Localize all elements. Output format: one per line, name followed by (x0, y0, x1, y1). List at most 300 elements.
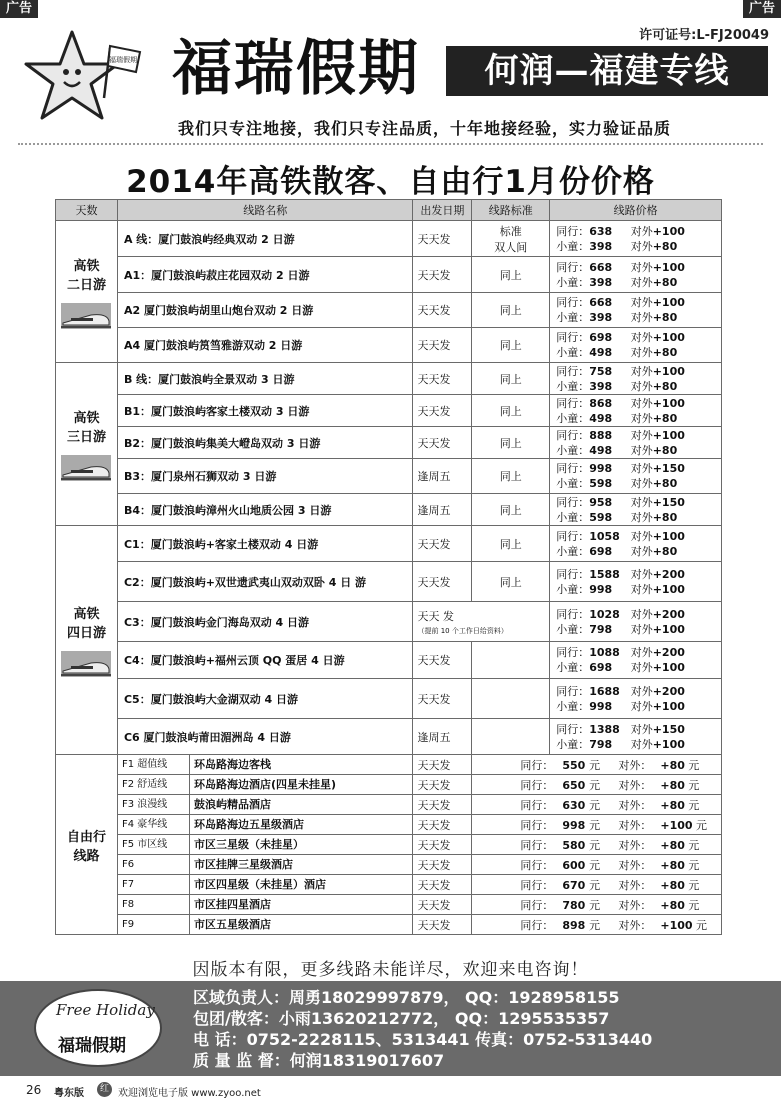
free-hotel: 鼓浪屿精品酒店 (193, 798, 271, 811)
route-price (550, 642, 722, 679)
route-price (550, 526, 722, 562)
free-ext-label: 对外： (618, 838, 652, 852)
edition-badge: 红 (97, 1082, 112, 1097)
peer-price-line (556, 495, 721, 510)
peer-ext-price: +100 (652, 364, 685, 378)
route-standard: 同上 (472, 328, 550, 363)
route-standard: 同上 (472, 293, 550, 328)
contact-line: 质 量 监 督：何润18319017607 (193, 1051, 445, 1070)
child-ext-price: +80 (652, 544, 678, 558)
free-peer-price (562, 897, 618, 913)
free-departure: 天天发 (413, 755, 472, 775)
page-bar (0, 1082, 781, 1100)
route-name: C3：厦门鼓浪屿金门海岛双动 4 日游 (117, 602, 413, 642)
table-row (56, 895, 722, 915)
ext-label: 对外 (630, 379, 653, 393)
child-price-line (556, 411, 721, 426)
route-standard: 同上 (472, 526, 550, 562)
free-peer-label: 同行： (520, 918, 554, 932)
free-unit: 元 (589, 798, 601, 812)
route-price (550, 459, 722, 494)
ext-label: 对外 (630, 495, 653, 509)
edition-label: 粤东版 (54, 1088, 84, 1099)
route-name: C5：厦门鼓浪屿大金湖双动 4 日游 (117, 679, 413, 719)
child-price: 598 (589, 477, 613, 490)
child-label: 小童： (556, 275, 590, 289)
peer-price-line (556, 428, 721, 443)
free-ext-price: +80 (660, 778, 685, 792)
peer-ext-price: +200 (652, 684, 685, 698)
route-name: A4 厦门鼓浪屿筼筜雅游双动 2 日游 (117, 328, 413, 363)
child-price-line (556, 476, 721, 491)
route-name: C4：厦门鼓浪屿+福州云顶 QQ 蛋居 4 日游 (117, 642, 413, 679)
route-standard: 同上 (472, 395, 550, 427)
route-name: A 线：厦门鼓浪屿经典双动 2 日游 (117, 221, 413, 257)
peer-ext-price: +100 (652, 260, 685, 274)
child-price: 398 (589, 275, 613, 289)
peer-ext-price: +200 (652, 567, 685, 581)
route-price (550, 257, 722, 293)
child-label: 小童： (556, 661, 590, 674)
peer-price: 998 (589, 462, 613, 475)
table-row (56, 257, 722, 293)
child-price-line (556, 737, 721, 752)
child-ext-price: +100 (652, 737, 685, 751)
child-label: 小童： (556, 544, 590, 558)
peer-label: 同行： (556, 462, 590, 475)
table-row (56, 328, 722, 363)
ext-label: 对外 (630, 311, 653, 324)
free-peer-price (562, 877, 618, 893)
table-row (56, 755, 722, 775)
child-price: 498 (589, 443, 613, 457)
departure-text: 天天发 (417, 575, 451, 589)
child-price: 998 (589, 699, 613, 713)
day-group-text: 高铁 四日游 (66, 607, 106, 641)
departure-text: 逢周五 (417, 470, 451, 483)
route-name: B4：厦门鼓浪屿漳州火山地质公园 3 日游 (117, 494, 413, 526)
child-label: 小童： (556, 737, 590, 751)
peer-ext-price: +100 (652, 529, 685, 543)
child-label: 小童： (556, 582, 590, 596)
free-departure: 天天发 (413, 835, 472, 855)
child-label: 小童： (556, 699, 590, 713)
route-name: B 线：厦门鼓浪屿全景双动 3 日游 (117, 363, 413, 395)
train-icon (61, 303, 111, 329)
child-price-line (556, 510, 721, 525)
departure (413, 459, 472, 494)
peer-label: 同行： (556, 529, 590, 543)
header-standard: 线路标准 (472, 200, 550, 221)
free-ext-price: +100 (660, 818, 693, 832)
table-row (56, 459, 722, 494)
route-standard: 同上 (472, 427, 550, 459)
ext-label: 对外 (630, 699, 653, 713)
day-group-text: 高铁 三日游 (66, 411, 106, 445)
route-price (550, 328, 722, 363)
contact-line: 包团/散客：小雨13620212772， QQ：1295535357 (193, 1009, 610, 1028)
free-hotel: 环岛路海边客栈 (193, 758, 271, 771)
route-price (550, 679, 722, 719)
free-price-value: 550 (562, 758, 586, 772)
child-ext-price: +80 (652, 346, 678, 359)
free-unit: 元 (589, 778, 601, 792)
free-unit: 元 (688, 758, 700, 772)
table-row (56, 602, 722, 642)
free-unit: 元 (688, 858, 700, 872)
departure (413, 257, 472, 293)
peer-ext-price: +150 (652, 722, 685, 736)
free-code: F4 豪华线 (118, 815, 190, 834)
child-label: 小童： (556, 239, 590, 253)
child-price-line (556, 582, 721, 597)
ext-label: 对外 (630, 275, 653, 289)
table-row (56, 719, 722, 755)
peer-label: 同行： (556, 684, 590, 698)
peer-price: 1688 (589, 684, 620, 698)
table-row (56, 427, 722, 459)
free-ext-label: 对外： (618, 818, 652, 832)
free-ext-label: 对外： (618, 778, 652, 792)
peer-price-line (556, 607, 721, 622)
ext-label: 对外 (630, 411, 653, 425)
departure (413, 363, 472, 395)
free-peer-price (562, 817, 618, 833)
free-price (472, 835, 722, 855)
free-price (472, 815, 722, 835)
table-row (56, 363, 722, 395)
peer-price-line (556, 684, 721, 699)
free-peer-label: 同行： (520, 818, 554, 832)
website-link[interactable]: 欢迎浏览电子版 www.zyoo.net (118, 1088, 261, 1099)
peer-price: 958 (589, 495, 613, 509)
ext-label: 对外 (630, 296, 653, 309)
ext-label: 对外 (630, 364, 653, 378)
child-price-line (556, 310, 721, 325)
free-peer-price (562, 777, 618, 793)
child-price: 698 (589, 544, 613, 558)
free-price (472, 915, 722, 935)
child-ext-price: +80 (652, 311, 678, 324)
table-row (56, 526, 722, 562)
child-price: 798 (589, 622, 613, 636)
logo-chinese: 福瑞假期 (58, 1036, 126, 1056)
table-row (56, 775, 722, 795)
header-price: 线路价格 (550, 200, 722, 221)
slogan: 我们只专注地接，我们只专注品质，十年地接经验，实力验证品质 (178, 119, 672, 138)
child-label: 小童： (556, 510, 590, 524)
ext-label: 对外 (630, 722, 653, 736)
train-icon (61, 651, 111, 677)
route-name: C6 厦门鼓浪屿莆田湄洲岛 4 日游 (117, 719, 413, 755)
free-travel-label (56, 755, 118, 935)
table-row (56, 293, 722, 328)
free-peer-price (562, 917, 618, 933)
free-price-value: 580 (562, 838, 586, 852)
contact-line: 区域负责人：周勇18029997879， QQ：1928958155 (193, 988, 620, 1007)
ext-label: 对外 (630, 239, 653, 253)
free-route (117, 755, 413, 775)
child-price: 398 (589, 239, 613, 253)
child-ext-price: +100 (652, 661, 685, 674)
free-ext-label: 对外： (618, 898, 652, 912)
free-route (117, 895, 413, 915)
child-price: 398 (589, 311, 613, 324)
free-unit: 元 (589, 918, 601, 932)
free-peer-label: 同行： (520, 838, 554, 852)
departure-text: 天天发 (417, 339, 451, 352)
free-price-value: 780 (562, 898, 586, 912)
peer-price: 1588 (589, 567, 620, 581)
free-unit: 元 (589, 878, 601, 892)
peer-price: 698 (589, 331, 613, 344)
departure-note: （提前 10 个工作日给资料） (417, 626, 508, 635)
ext-label: 对外 (630, 462, 653, 475)
free-unit: 元 (589, 838, 601, 852)
line-title: 何润—福建专线 (446, 46, 768, 96)
free-price (472, 895, 722, 915)
peer-label: 同行： (556, 396, 590, 410)
departure (413, 328, 472, 363)
free-departure: 天天发 (413, 795, 472, 815)
departure (413, 642, 472, 679)
logo-english: Free Holiday (56, 1001, 155, 1019)
peer-ext-price: +200 (652, 607, 685, 621)
free-unit: 元 (688, 898, 700, 912)
free-hotel: 市区挂四星酒店 (193, 898, 271, 911)
route-standard: 标准 双人间 (472, 221, 550, 257)
divider (18, 143, 763, 145)
departure (413, 602, 550, 642)
peer-price-line (556, 529, 721, 544)
route-name: C1：厦门鼓浪屿+客家土楼双动 4 日游 (117, 526, 413, 562)
free-route (117, 915, 413, 935)
child-ext-price: +80 (652, 411, 678, 425)
table-row (56, 494, 722, 526)
departure (413, 526, 472, 562)
free-price (472, 755, 722, 775)
route-price (550, 719, 722, 755)
free-price (472, 875, 722, 895)
peer-price: 1388 (589, 722, 620, 736)
child-price: 998 (589, 582, 613, 596)
day-group-label (56, 363, 118, 526)
free-route (117, 775, 413, 795)
peer-price: 638 (589, 224, 613, 238)
peer-ext-price: +100 (652, 224, 685, 238)
child-ext-price: +80 (652, 477, 678, 490)
child-price: 698 (589, 661, 613, 674)
peer-ext-price: +100 (652, 396, 685, 410)
free-ext-label: 对外： (618, 858, 652, 872)
free-code: F6 (118, 855, 190, 874)
child-label: 小童： (556, 311, 590, 324)
free-departure: 天天发 (413, 875, 472, 895)
table-row (56, 395, 722, 427)
free-price (472, 795, 722, 815)
free-unit: 元 (688, 778, 700, 792)
ext-label: 对外 (630, 428, 653, 442)
child-ext-price: +80 (652, 443, 678, 457)
departure (413, 427, 472, 459)
child-label: 小童： (556, 622, 590, 636)
peer-price: 668 (589, 296, 613, 309)
table-row (56, 875, 722, 895)
free-departure: 天天发 (413, 895, 472, 915)
peer-price: 888 (589, 428, 613, 442)
peer-price-line (556, 224, 721, 239)
departure-text: 天天 发 (417, 609, 454, 623)
free-ext-label: 对外： (618, 758, 652, 772)
peer-label: 同行： (556, 722, 590, 736)
free-price (472, 775, 722, 795)
free-ext-price: +80 (660, 798, 685, 812)
child-price: 498 (589, 346, 613, 359)
child-price-line (556, 660, 721, 675)
route-name: A2 厦门鼓浪屿胡里山炮台双动 2 日游 (117, 293, 413, 328)
child-label: 小童： (556, 346, 590, 359)
free-holiday-logo (34, 989, 162, 1067)
ext-label: 对外 (630, 684, 653, 698)
free-price (472, 855, 722, 875)
peer-price: 1088 (589, 646, 620, 659)
peer-label: 同行： (556, 495, 590, 509)
departure (413, 221, 472, 257)
ext-label: 对外 (630, 646, 653, 659)
route-name: C2：厦门鼓浪屿+双世遗武夷山双动双卧 4 日 游 (117, 562, 413, 602)
peer-label: 同行： (556, 607, 590, 621)
free-price-value: 630 (562, 798, 586, 812)
free-peer-label: 同行： (520, 778, 554, 792)
child-price-line (556, 443, 721, 458)
contact-info (193, 987, 652, 1071)
free-unit: 元 (696, 918, 708, 932)
peer-label: 同行： (556, 331, 590, 344)
free-route (117, 795, 413, 815)
child-price-line (556, 699, 721, 714)
free-ext-label: 对外： (618, 798, 652, 812)
departure-text: 天天发 (417, 372, 451, 386)
route-standard: 同上 (472, 363, 550, 395)
ad-label-right: 广告 (743, 0, 781, 18)
ext-label: 对外 (630, 607, 653, 621)
header-days: 天数 (56, 200, 118, 221)
free-unit: 元 (688, 878, 700, 892)
logo-flag-text: 福瑞假期 (109, 56, 137, 64)
free-route (117, 855, 413, 875)
table-row (56, 221, 722, 257)
route-price (550, 395, 722, 427)
peer-price-line (556, 722, 721, 737)
departure (413, 719, 472, 755)
header-route: 线路名称 (117, 200, 413, 221)
peer-price-line (556, 461, 721, 476)
ext-label: 对外 (630, 622, 653, 636)
peer-ext-price: +100 (652, 428, 685, 442)
ext-label: 对外 (630, 737, 653, 751)
route-standard (472, 642, 550, 679)
route-price (550, 293, 722, 328)
child-price: 398 (589, 379, 613, 393)
free-peer-price (562, 837, 618, 853)
table-row (56, 855, 722, 875)
notice-text: 因版本有限，更多线路未能详尽，欢迎来电咨询！ (192, 960, 589, 980)
child-price: 798 (589, 737, 613, 751)
route-name: A1：厦门鼓浪屿菽庄花园双动 2 日游 (117, 257, 413, 293)
route-name: B3：厦门泉州石狮双动 3 日游 (117, 459, 413, 494)
peer-label: 同行： (556, 646, 590, 659)
peer-price-line (556, 295, 721, 310)
ext-label: 对外 (630, 661, 653, 674)
child-price-line (556, 622, 721, 637)
child-ext-price: +80 (652, 275, 678, 289)
train-icon (61, 455, 111, 481)
ad-label-left: 广告 (0, 0, 38, 18)
child-label: 小童： (556, 477, 590, 490)
peer-price: 1058 (589, 529, 620, 543)
ext-label: 对外 (630, 544, 653, 558)
departure-text: 天天发 (417, 268, 451, 282)
child-price-line (556, 345, 721, 360)
table-row (56, 915, 722, 935)
free-peer-price (562, 857, 618, 873)
free-code: F1 超值线 (118, 755, 190, 774)
child-label: 小童： (556, 443, 590, 457)
route-price (550, 602, 722, 642)
departure-text: 天天发 (417, 436, 451, 450)
free-unit: 元 (589, 898, 601, 912)
ext-label: 对外 (630, 396, 653, 410)
departure (413, 679, 472, 719)
peer-price-line (556, 364, 721, 379)
peer-label: 同行： (556, 260, 590, 274)
peer-label: 同行： (556, 224, 590, 238)
day-group-text: 高铁 二日游 (66, 258, 106, 293)
table-row (56, 815, 722, 835)
peer-price: 868 (589, 396, 613, 410)
free-unit: 元 (589, 758, 601, 772)
child-label: 小童： (556, 411, 590, 425)
peer-label: 同行： (556, 364, 590, 378)
ext-label: 对外 (630, 346, 653, 359)
free-price-value: 600 (562, 858, 586, 872)
child-ext-price: +100 (652, 582, 685, 596)
free-departure: 天天发 (413, 915, 472, 935)
route-standard (472, 719, 550, 755)
ext-label: 对外 (630, 582, 653, 596)
free-code: F8 (118, 895, 190, 914)
peer-label: 同行： (556, 296, 590, 309)
page-number: 26 (26, 1083, 42, 1097)
route-price (550, 221, 722, 257)
table-row (56, 835, 722, 855)
peer-price-line (556, 567, 721, 582)
free-ext-price: +80 (660, 858, 685, 872)
ext-label: 对外 (630, 224, 653, 238)
child-price-line (556, 275, 721, 290)
free-code: F3 浪漫线 (118, 795, 190, 814)
free-peer-price (562, 757, 618, 773)
free-ext-label: 对外： (618, 918, 652, 932)
price-table (55, 199, 722, 935)
child-price-line (556, 239, 721, 254)
free-peer-label: 同行： (520, 878, 554, 892)
route-price (550, 562, 722, 602)
ext-label: 对外 (630, 443, 653, 457)
route-price (550, 363, 722, 395)
route-standard: 同上 (472, 562, 550, 602)
ext-label: 对外 (630, 477, 653, 490)
